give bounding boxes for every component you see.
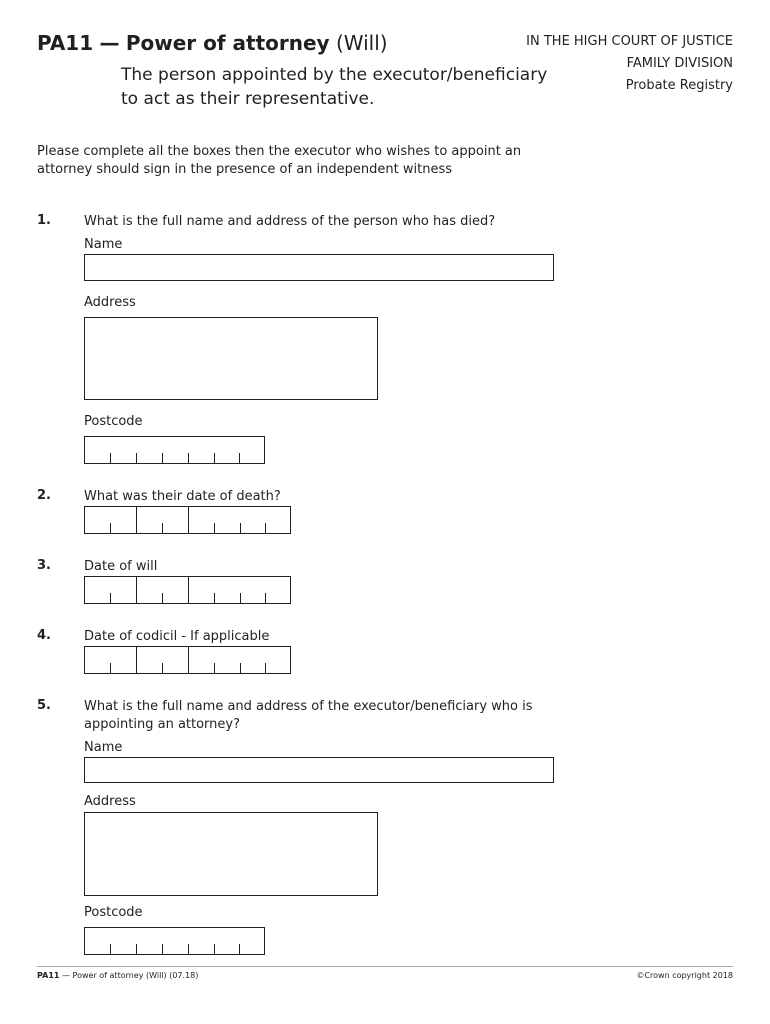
court-line-3: Probate Registry (625, 78, 733, 93)
date-divider (188, 647, 189, 673)
postcode-tick (110, 944, 111, 954)
postcode-tick (239, 944, 240, 954)
date-of-death-field[interactable] (84, 506, 291, 534)
form-code: PA11 (37, 31, 94, 55)
date-tick (214, 523, 215, 533)
postcode-tick (110, 453, 111, 463)
postcode-tick (214, 453, 215, 463)
title-suffix: (Will) (335, 31, 388, 55)
title-dash: — (99, 31, 120, 55)
date-tick (214, 593, 215, 603)
question-2-text: What was their date of death? (84, 489, 281, 504)
question-1-name-label: Name (84, 237, 123, 252)
date-tick (162, 663, 163, 673)
postcode-tick (214, 944, 215, 954)
question-2-number: 2. (37, 488, 51, 503)
court-line-2: FAMILY DIVISION (626, 56, 733, 71)
question-1-text: What is the full name and address of the person who has died? (84, 214, 496, 229)
date-of-will-field[interactable] (84, 576, 291, 604)
footer-form-code: PA11 (37, 971, 60, 980)
date-tick (110, 593, 111, 603)
postcode-tick (162, 944, 163, 954)
postcode-tick (188, 453, 189, 463)
postcode-tick (188, 944, 189, 954)
date-divider (188, 507, 189, 533)
executor-name-field[interactable] (84, 757, 554, 783)
date-tick (240, 523, 241, 533)
date-tick (162, 523, 163, 533)
deceased-name-field[interactable] (84, 254, 554, 281)
date-tick (240, 593, 241, 603)
question-5-text: What is the full name and address of the executor/beneficiary who is appointing an attorney? (84, 699, 533, 732)
postcode-tick (162, 453, 163, 463)
date-divider (136, 647, 137, 673)
deceased-address-field[interactable] (84, 317, 378, 400)
deceased-postcode-field[interactable] (84, 436, 265, 464)
question-5-postcode-label: Postcode (84, 905, 143, 920)
intro-text: Please complete all the boxes then the executor who wishes to appoint an attorney should sign in the presence of an independent witness (37, 144, 522, 177)
date-tick (110, 663, 111, 673)
question-4-number: 4. (37, 628, 51, 643)
executor-address-field[interactable] (84, 812, 378, 896)
date-divider (188, 577, 189, 603)
executor-postcode-field[interactable] (84, 927, 265, 955)
title-main: Power of attorney (125, 31, 330, 55)
form-title (37, 31, 388, 55)
date-tick (240, 663, 241, 673)
date-tick (110, 523, 111, 533)
date-tick (265, 663, 266, 673)
question-5-address-label: Address (84, 794, 136, 809)
court-line-1: IN THE HIGH COURT OF JUSTICE (526, 34, 733, 49)
question-1-postcode-label: Postcode (84, 414, 143, 429)
footer-form-title: — Power of attorney (Will) (07.18) (59, 971, 199, 980)
date-divider (136, 507, 137, 533)
date-of-codicil-field[interactable] (84, 646, 291, 674)
postcode-tick (239, 453, 240, 463)
question-4-text: Date of codicil - If applicable (84, 629, 270, 644)
question-3-text: Date of will (84, 559, 158, 574)
form-subtitle: The person appointed by the executor/beneficiary to act as their representative. (121, 65, 548, 109)
question-3-number: 3. (37, 558, 51, 573)
footer-divider (37, 966, 733, 967)
date-tick (265, 523, 266, 533)
question-5-number: 5. (37, 698, 51, 713)
question-1-address-label: Address (84, 295, 136, 310)
footer-form-ref (37, 971, 198, 980)
question-1-number: 1. (37, 213, 51, 228)
date-tick (162, 593, 163, 603)
footer-copyright: ©Crown copyright 2018 (636, 971, 733, 980)
postcode-tick (136, 453, 137, 463)
postcode-tick (136, 944, 137, 954)
court-header (526, 31, 733, 97)
date-divider (136, 577, 137, 603)
date-tick (265, 593, 266, 603)
date-tick (214, 663, 215, 673)
question-5-name-label: Name (84, 740, 123, 755)
